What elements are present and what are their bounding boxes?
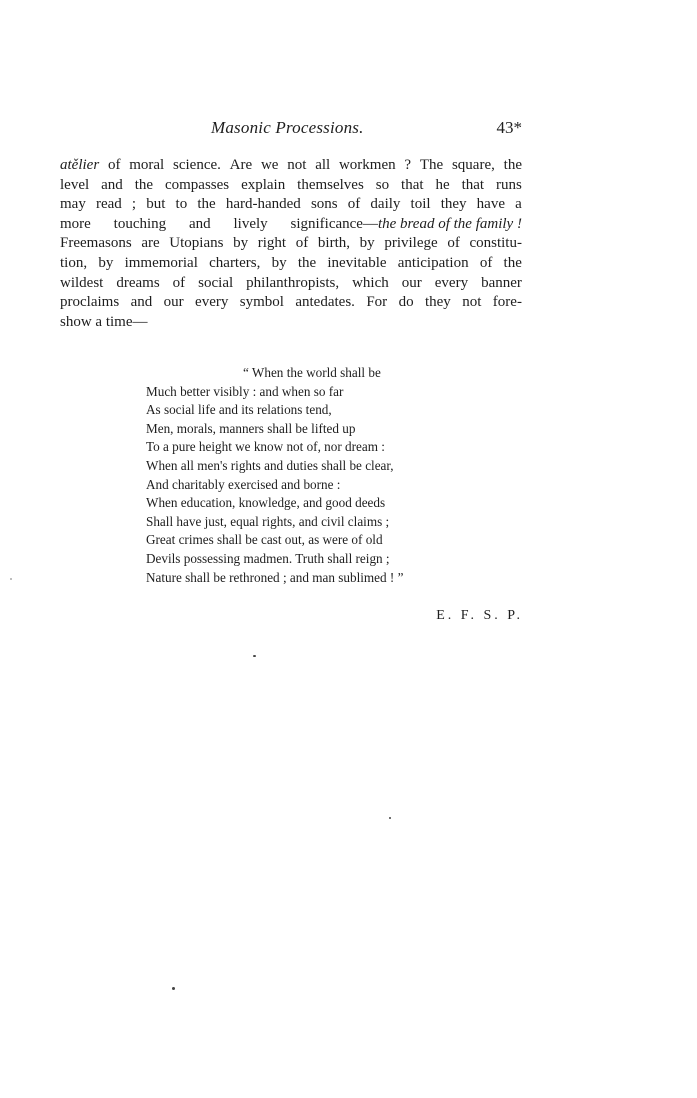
prose-line: may read ; but to the hard-handed sons of daily toil they have a (60, 196, 522, 213)
verse-line: When education, knowledge, and good deeds (146, 495, 386, 511)
verse-line: Devils possessing madmen. Truth shall reign ; (146, 550, 390, 566)
prose-paragraph (60, 156, 522, 332)
verse-quotation (146, 364, 486, 587)
prose-line: show a time— (60, 313, 148, 330)
verse-line: Men, morals, manners shall be lifted up (146, 420, 356, 436)
prose-line: tion, by immemorial charters, by the inevitable anticipation of the (60, 254, 522, 271)
scan-speck (389, 817, 391, 819)
page-header (60, 118, 522, 142)
verse-line: When all men's rights and duties shall be clear, (146, 457, 394, 473)
prose-line: level and the compasses explain themselves so that he that runs (60, 176, 522, 193)
prose-italic-phrase: the bread of the family ! (377, 215, 522, 232)
scan-speck (253, 655, 256, 657)
running-title: Masonic Processions. (211, 118, 364, 137)
prose-line: more touching and lively significance—the bread of the family ! (60, 215, 522, 232)
verse-line: Nature shall be rethroned ; and man sublimed ! ” (146, 569, 404, 585)
scan-speck (172, 987, 175, 990)
verse-line: Much better visibly : and when so far (146, 383, 344, 399)
verse-line: And charitably exercised and borne : (146, 476, 341, 492)
verse-line: Shall have just, equal rights, and civil claims ; (146, 513, 390, 529)
verse-line: Great crimes shall be cast out, as were of old (146, 532, 383, 548)
prose-line-start-italic: atělier (60, 157, 100, 173)
prose-line: wildest dreams of social philanthropists, which our every banner (60, 274, 522, 291)
prose-line: proclaims and our every symbol antedates. For do they not fore- (60, 294, 522, 311)
scan-speck (10, 578, 12, 580)
prose-line: Freemasons are Utopians by right of birth, by privilege of constitu- (60, 235, 522, 252)
verse-line: As social life and its relations tend, (146, 402, 332, 418)
verse-line: To a pure height we know not of, nor dream : (146, 439, 385, 455)
verse-line: “ When the world shall be (243, 365, 381, 380)
attribution-initials: E. F. S. P. (436, 608, 523, 623)
page-number: 43* (496, 118, 522, 137)
prose-line: atělier of moral science. Are we not all workmen ? The square, the (60, 156, 522, 176)
